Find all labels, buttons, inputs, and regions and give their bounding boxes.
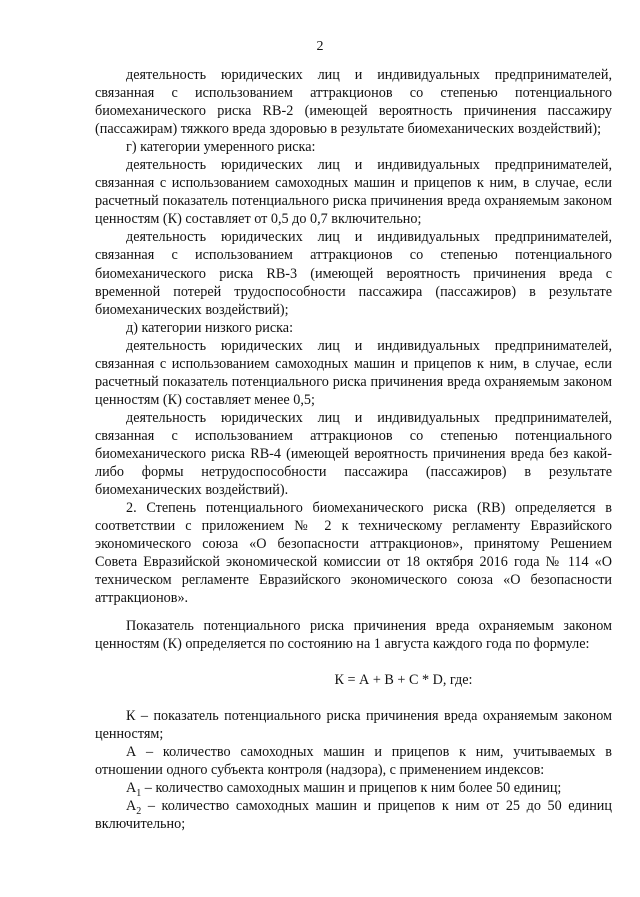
- a1-index: 1: [136, 787, 142, 799]
- heading-low-risk: д) категории низкого риска:: [126, 319, 294, 336]
- page-number: 2: [316, 39, 324, 54]
- definition-a: А – количество самоходных машин и прицепов к ним, учитываемых в отношении одного субъекта контроля (надзора), с применением индексов:: [95, 743, 612, 778]
- paragraph-rb-definition: 2. Степень потенциального биомеханического риска (RB) определяется в соответствии с приложением № 2 к техническому регламенту Евразийского экономического союза «О безопасности аттракционов», принятому Решением Совета Евразийской экономической комиссии от 18 октября 2016 года № 114 «О техническом регламенте Евразийского экономического союза «О безопасности аттракционов».: [95, 500, 612, 607]
- a2-text: – количество самоходных машин и прицепов к ним от 25 до 50 единиц включительно;: [95, 797, 612, 832]
- a1-text: – количество самоходных машин и прицепов к ним более 50 единиц;: [141, 779, 562, 796]
- definition-a1: [95, 779, 612, 797]
- a2-letter: А: [126, 797, 137, 814]
- definition-k: К – показатель потенциального риска причинения вреда охраняемым законом ценностям;: [95, 707, 612, 742]
- paragraph-rb4: деятельность юридических лиц и индивидуальных предпринимателей, связанная с использованием аттракционов со степенью потенциального биомеханического риска RB-4 (имеющей вероятность причинения вреда без какой-либо формы нетрудоспособности пассажира (пассажиров) в результате биомеханических воздействий).: [95, 409, 612, 499]
- heading-moderate-risk: г) категории умеренного риска:: [126, 139, 316, 156]
- a2-index: 2: [136, 805, 142, 817]
- paragraph-rb3: деятельность юридических лиц и индивидуальных предпринимателей, связанная с использованием аттракционов со степенью потенциального биомеханического риска RB-3 (имеющей вероятность причинения вреда с временной потерей трудоспособности пассажира (пассажиров) в результате биомеханических воздействий);: [95, 229, 612, 318]
- paragraph-rb2: деятельность юридических лиц и индивидуальных предпринимателей, связанная с использованием аттракционов со степенью потенциального биомеханического риска RB-2 (имеющей вероятность причинения пассажиру (пассажирам) тяжкого вреда здоровью в результате биомеханических воздействий);: [95, 67, 612, 138]
- paragraph-low-machines: деятельность юридических лиц и индивидуальных предпринимателей, связанная с использованием самоходных машин и прицепов к ним, в случае, если расчетный показатель потенциального риска причинения вреда охраняемым законом ценностям (К) составляет менее 0,5;: [95, 337, 612, 408]
- paragraph-k-indicator: Показатель потенциального риска причинения вреда охраняемым законом ценностям (К) определяется по состоянию на 1 августа каждого года по формуле:: [95, 618, 612, 653]
- definition-a2: [95, 797, 612, 833]
- formula: К = А + В + С * D, где:: [334, 671, 473, 688]
- document-body: [95, 66, 612, 833]
- paragraph-moderate-machines: деятельность юридических лиц и индивидуальных предпринимателей, связанная с использованием самоходных машин и прицепов к ним, в случае, если расчетный показатель потенциального риска причинения вреда охраняемым законом ценностям (К) составляет от 0,5 до 0,7 включительно;: [95, 157, 612, 228]
- a1-letter: А: [126, 779, 137, 796]
